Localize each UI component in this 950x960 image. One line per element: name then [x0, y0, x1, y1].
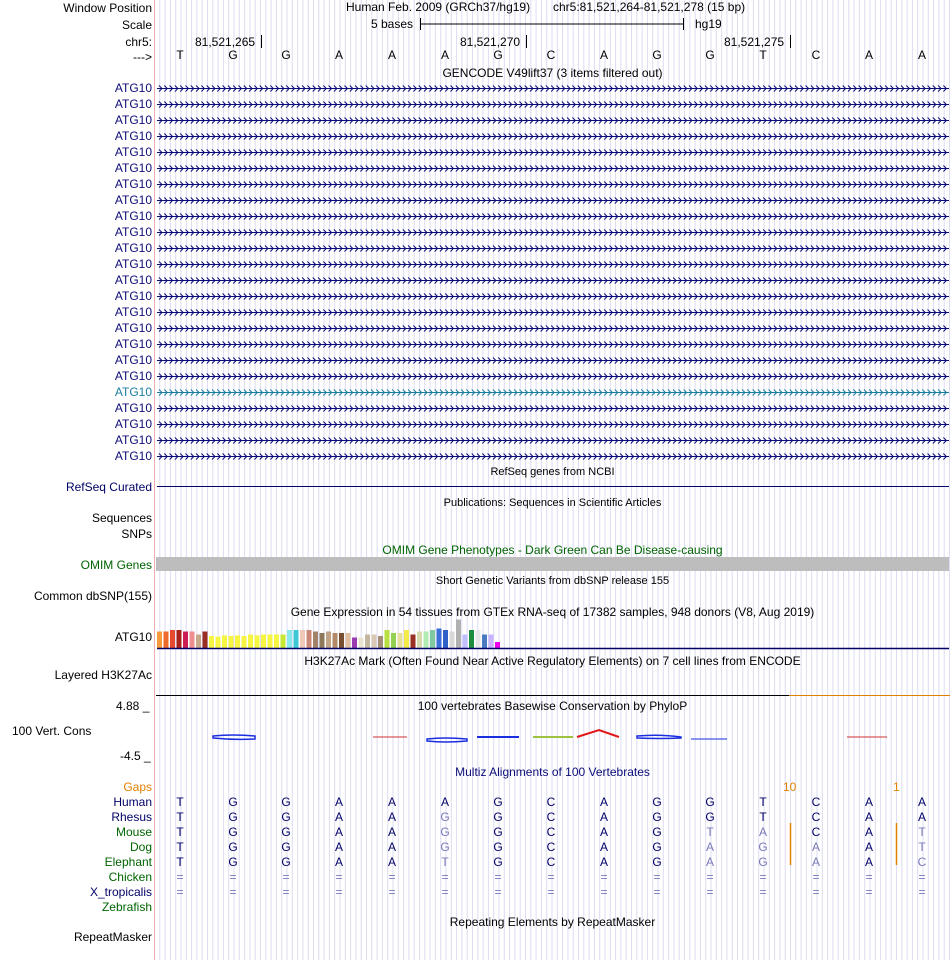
- gencode-transcript-label[interactable]: ATG10: [114, 321, 152, 335]
- refseq-title[interactable]: RefSeq genes from NCBI: [490, 466, 615, 478]
- gencode-transcript-line[interactable]: [157, 418, 949, 430]
- gencode-transcript-line[interactable]: [157, 130, 949, 142]
- db-label: hg19: [695, 17, 722, 31]
- aligned-base: C: [811, 825, 821, 839]
- gtex-tissue-bar: [333, 633, 338, 648]
- repeatmasker-label[interactable]: RepeatMasker: [73, 930, 152, 944]
- gencode-transcript-line[interactable]: [157, 178, 949, 190]
- gencode-transcript-line[interactable]: [157, 370, 949, 382]
- gencode-transcript-line[interactable]: [157, 354, 949, 366]
- aligned-base: G: [228, 855, 238, 869]
- gaps-label[interactable]: Gaps: [123, 780, 152, 794]
- gencode-title[interactable]: GENCODE V49lift37 (3 items filtered out): [442, 66, 663, 80]
- aligned-base: T: [759, 810, 767, 824]
- aligned-base: A: [387, 795, 396, 809]
- gencode-transcript-line[interactable]: [157, 258, 949, 270]
- gtex-title[interactable]: Gene Expression in 54 tissues from GTEx RNA-seq of 17382 samples, 948 donors (V8, Aug 2019): [290, 605, 815, 619]
- gencode-transcript-label[interactable]: ATG10: [114, 193, 152, 207]
- aligned-base: G: [652, 795, 662, 809]
- gencode-transcript-line[interactable]: [157, 274, 949, 286]
- aligned-base: A: [387, 825, 396, 839]
- gtex-tissue-bar: [300, 630, 305, 648]
- strand-label: --->: [133, 50, 152, 64]
- gap-count: 10: [783, 780, 797, 794]
- gencode-transcript-line[interactable]: [157, 146, 949, 158]
- aligned-base: =: [812, 870, 820, 884]
- aligned-base: C: [546, 855, 556, 869]
- gtex-tissue-bar: [365, 635, 370, 649]
- gtex-tissue-bar: [482, 635, 487, 649]
- gtex-tissue-bar: [274, 635, 279, 649]
- gtex-tissue-bar: [281, 635, 286, 649]
- aligned-base: =: [335, 870, 343, 884]
- gtex-tissue-bar: [378, 636, 383, 648]
- gtex-tissue-bar: [313, 632, 318, 649]
- aligned-base: A: [387, 855, 396, 869]
- aligned-base: G: [440, 825, 450, 839]
- aligned-base: G: [281, 855, 291, 869]
- gencode-transcript-line[interactable]: [157, 450, 949, 462]
- aligned-base: A: [599, 855, 608, 869]
- gtex-expression-bars[interactable]: [157, 618, 949, 652]
- gtex-tissue-bar: [346, 633, 351, 648]
- gencode-transcript-label[interactable]: ATG10: [114, 273, 152, 287]
- gencode-transcript-line[interactable]: [157, 194, 949, 206]
- species-label[interactable]: Mouse: [115, 825, 152, 839]
- gtex-tissue-bar: [242, 636, 247, 648]
- aligned-base: G: [440, 840, 450, 854]
- gencode-transcript-label[interactable]: ATG10: [114, 81, 152, 95]
- aligned-base: T: [918, 840, 926, 854]
- aligned-base: G: [281, 795, 291, 809]
- omim-title[interactable]: OMIM Gene Phenotypes - Dark Green Can Be Disease-causing: [382, 543, 723, 557]
- gtex-tissue-bar: [320, 633, 325, 648]
- gtex-tissue-bar: [456, 620, 461, 649]
- aligned-base: C: [546, 810, 556, 824]
- gencode-transcript-label[interactable]: ATG10: [114, 177, 152, 191]
- gencode-transcript-line[interactable]: [157, 242, 949, 254]
- reference-base: T: [176, 48, 184, 62]
- aligned-base: =: [759, 885, 767, 899]
- reference-base: A: [440, 48, 449, 62]
- aligned-base: A: [917, 795, 926, 809]
- gencode-transcript-line[interactable]: [157, 402, 949, 414]
- aligned-base: G: [705, 795, 715, 809]
- aligned-base: A: [811, 840, 820, 854]
- gencode-transcript-label[interactable]: ATG10: [114, 305, 152, 319]
- aligned-base: A: [917, 810, 926, 824]
- aligned-base: A: [811, 855, 820, 869]
- aligned-base: A: [334, 840, 343, 854]
- gap-insert-markers: [0, 818, 950, 868]
- aligned-base: T: [176, 840, 184, 854]
- gencode-transcript-label[interactable]: ATG10: [114, 241, 152, 255]
- gtex-tissue-bar: [157, 632, 162, 649]
- aligned-base: A: [758, 825, 767, 839]
- aligned-base: A: [599, 795, 608, 809]
- aligned-base: T: [176, 810, 184, 824]
- species-label[interactable]: Elephant: [104, 855, 152, 869]
- refseq-label[interactable]: RefSeq Curated: [65, 480, 152, 494]
- gtex-tissue-bar: [216, 637, 221, 648]
- aligned-base: =: [176, 885, 184, 899]
- aligned-base: G: [493, 810, 503, 824]
- gtex-tissue-bar: [326, 632, 331, 649]
- gencode-transcript-label[interactable]: ATG10: [114, 97, 152, 111]
- aligned-base: =: [282, 870, 290, 884]
- aligned-base: G: [228, 840, 238, 854]
- scale-bar-label: 5 bases: [371, 17, 414, 31]
- gencode-transcript-label[interactable]: ATG10: [114, 401, 152, 415]
- repeatmasker-title[interactable]: Repeating Elements by RepeatMasker: [449, 915, 656, 929]
- assembly-name: Human Feb. 2009 (GRCh37/hg19): [346, 0, 531, 14]
- gencode-transcript-line[interactable]: [157, 322, 949, 334]
- gtex-tissue-bar: [443, 630, 448, 648]
- publications-snps-label[interactable]: SNPs: [121, 527, 152, 541]
- tick-label: 81,521,270: [460, 35, 521, 49]
- gencode-transcript-line[interactable]: [157, 210, 949, 222]
- gtex-tissue-bar: [209, 636, 214, 648]
- refseq-gene-line[interactable]: [157, 480, 949, 492]
- gtex-tissue-bar: [495, 642, 500, 648]
- aligned-base: G: [758, 855, 768, 869]
- aligned-base: G: [493, 795, 503, 809]
- aligned-base: C: [811, 795, 821, 809]
- reference-base: A: [387, 48, 396, 62]
- gtex-tissue-bar: [437, 629, 442, 649]
- position-text[interactable]: chr5:81,521,264-81,521,278 (15 bp): [553, 0, 746, 14]
- gencode-transcript-label[interactable]: ATG10: [114, 449, 152, 463]
- reference-base: G: [281, 48, 291, 62]
- aligned-base: =: [547, 885, 555, 899]
- gencode-transcript-label[interactable]: ATG10: [114, 161, 152, 175]
- reference-base: G: [228, 48, 238, 62]
- aligned-base: A: [440, 795, 449, 809]
- gtex-tissue-bar: [430, 630, 435, 648]
- reference-base: C: [546, 48, 556, 62]
- gtex-tissue-bar: [450, 632, 455, 649]
- aligned-base: =: [441, 885, 449, 899]
- aligned-base: A: [705, 855, 714, 869]
- gtex-tissue-bar: [183, 632, 188, 649]
- species-label[interactable]: Chicken: [108, 870, 152, 884]
- gencode-transcript-line[interactable]: [157, 290, 949, 302]
- aligned-base: G: [652, 855, 662, 869]
- aligned-base: G: [758, 840, 768, 854]
- gencode-transcript-line[interactable]: [157, 338, 949, 350]
- species-label[interactable]: Zebrafish: [101, 900, 152, 914]
- gencode-transcript-line[interactable]: [157, 386, 949, 398]
- reference-base: T: [759, 48, 767, 62]
- gencode-transcript-label[interactable]: ATG10: [114, 257, 152, 271]
- gtex-tissue-bar: [261, 635, 266, 649]
- aligned-base: =: [494, 885, 502, 899]
- aligned-base: A: [864, 810, 873, 824]
- aligned-base: =: [388, 885, 396, 899]
- aligned-base: C: [546, 825, 556, 839]
- gencode-transcript-label[interactable]: ATG10: [114, 113, 152, 127]
- gap-count: 1: [893, 780, 900, 794]
- gencode-transcript-label[interactable]: ATG10: [114, 337, 152, 351]
- gtex-tissue-bar: [463, 635, 468, 649]
- aligned-base: =: [653, 885, 661, 899]
- gtex-tissue-bar: [476, 630, 481, 648]
- gencode-transcript-line[interactable]: [157, 114, 949, 126]
- h3k27ac-title[interactable]: H3K27Ac Mark (Often Found Near Active Regulatory Elements) on 7 cell lines from ENCODE: [304, 654, 801, 668]
- gtex-tissue-bar: [398, 633, 403, 648]
- aligned-base: =: [706, 870, 714, 884]
- reference-base: G: [652, 48, 662, 62]
- aligned-base: C: [811, 810, 821, 824]
- multiz-title[interactable]: Multiz Alignments of 100 Vertebrates: [455, 765, 650, 779]
- h3k27ac-label[interactable]: Layered H3K27Ac: [54, 668, 152, 682]
- aligned-base: =: [229, 885, 237, 899]
- aligned-base: =: [441, 870, 449, 884]
- gtex-tissue-bar: [203, 632, 208, 649]
- tick-label: 81,521,275: [724, 35, 785, 49]
- species-label[interactable]: X_tropicalis: [89, 885, 152, 899]
- gencode-transcript-line[interactable]: [157, 434, 949, 446]
- gtex-tissue-bar: [170, 630, 175, 648]
- aligned-base: A: [387, 840, 396, 854]
- aligned-base: =: [918, 885, 926, 899]
- gtex-tissue-bar: [229, 636, 234, 648]
- gtex-tissue-bar: [469, 630, 474, 648]
- aligned-base: G: [652, 825, 662, 839]
- gtex-tissue-bar: [339, 633, 344, 648]
- aligned-base: =: [600, 870, 608, 884]
- reference-base: A: [917, 48, 926, 62]
- aligned-base: =: [706, 885, 714, 899]
- aligned-base: T: [176, 795, 184, 809]
- aligned-base: =: [176, 870, 184, 884]
- gencode-transcript-label[interactable]: ATG10: [114, 417, 152, 431]
- species-label[interactable]: Rhesus: [111, 810, 152, 824]
- aligned-base: A: [864, 840, 873, 854]
- aligned-base: G: [281, 825, 291, 839]
- aligned-base: =: [388, 870, 396, 884]
- window-position-label: Window Position: [63, 1, 152, 15]
- reference-base: G: [493, 48, 503, 62]
- aligned-base: G: [228, 795, 238, 809]
- aligned-base: =: [229, 870, 237, 884]
- gencode-transcript-label[interactable]: ATG10: [114, 289, 152, 303]
- gencode-transcript-label[interactable]: ATG10: [114, 209, 152, 223]
- aligned-base: A: [599, 810, 608, 824]
- aligned-base: G: [493, 825, 503, 839]
- aligned-base: G: [652, 810, 662, 824]
- aligned-base: =: [918, 870, 926, 884]
- omim-label[interactable]: OMIM Genes: [80, 558, 152, 572]
- aligned-base: A: [334, 855, 343, 869]
- aligned-base: C: [546, 840, 556, 854]
- aligned-base: A: [387, 810, 396, 824]
- tick-label: 81,521,265: [195, 35, 256, 49]
- reference-base: G: [705, 48, 715, 62]
- gtex-tissue-bar: [287, 630, 292, 648]
- aligned-base: =: [759, 870, 767, 884]
- aligned-base: G: [281, 840, 291, 854]
- aligned-base: =: [653, 870, 661, 884]
- aligned-base: T: [176, 855, 184, 869]
- gtex-tissue-bar: [359, 638, 364, 649]
- aligned-base: G: [281, 810, 291, 824]
- aligned-base: C: [917, 855, 927, 869]
- scale-label: Scale: [121, 18, 152, 32]
- gencode-transcript-line[interactable]: [157, 306, 949, 318]
- aligned-base: A: [599, 840, 608, 854]
- aligned-base: T: [918, 825, 926, 839]
- aligned-base: G: [493, 840, 503, 854]
- gtex-tissue-bar: [372, 635, 377, 649]
- aligned-base: =: [865, 885, 873, 899]
- gtex-tissue-bar: [268, 635, 273, 649]
- gtex-tissue-bar: [248, 635, 253, 649]
- gtex-tissue-bar: [404, 630, 409, 648]
- chrom-label: chr5:: [125, 35, 152, 49]
- phylop-min-label: -4.5 _: [120, 749, 151, 763]
- aligned-base: A: [334, 810, 343, 824]
- gencode-transcript-label[interactable]: ATG10: [114, 353, 152, 367]
- gtex-label[interactable]: ATG10: [114, 630, 152, 644]
- aligned-base: T: [759, 795, 767, 809]
- aligned-base: =: [812, 885, 820, 899]
- gtex-tissue-bar: [222, 635, 227, 648]
- gencode-transcript-line[interactable]: [157, 226, 949, 238]
- gtex-tissue-bar: [196, 635, 201, 649]
- gtex-tissue-bar: [307, 630, 312, 648]
- gencode-transcript-label[interactable]: ATG10: [114, 369, 152, 383]
- dbsnp-title[interactable]: Short Genetic Variants from dbSNP release 155: [435, 575, 670, 587]
- scale-bar: [418, 16, 688, 32]
- aligned-base: T: [441, 855, 449, 869]
- reference-base: A: [334, 48, 343, 62]
- phylop-label[interactable]: 100 Vert. Cons: [12, 724, 92, 738]
- aligned-base: T: [706, 825, 714, 839]
- aligned-base: =: [335, 885, 343, 899]
- dbsnp-label[interactable]: Common dbSNP(155): [33, 589, 152, 603]
- publications-title[interactable]: Publications: Sequences in Scientific Articles: [443, 497, 662, 509]
- gencode-transcript-label[interactable]: ATG10: [114, 145, 152, 159]
- gtex-tissue-bar: [177, 630, 182, 648]
- phylop-max-label: 4.88 _: [116, 699, 150, 713]
- aligned-base: A: [334, 795, 343, 809]
- aligned-base: A: [599, 825, 608, 839]
- aligned-base: G: [493, 855, 503, 869]
- gtex-tissue-bar: [489, 635, 494, 649]
- gtex-tissue-bar: [391, 633, 396, 648]
- aligned-base: =: [494, 870, 502, 884]
- phylop-signal[interactable]: [155, 725, 950, 749]
- aligned-base: A: [864, 855, 873, 869]
- species-label[interactable]: Human: [113, 795, 152, 809]
- aligned-base: =: [600, 885, 608, 899]
- phylop-title[interactable]: 100 vertebrates Basewise Conservation by PhyloP: [417, 699, 688, 713]
- gtex-tissue-bar: [235, 635, 240, 648]
- gencode-transcript-line[interactable]: [157, 82, 949, 94]
- gencode-transcript-line[interactable]: [157, 162, 949, 174]
- gencode-transcript-label[interactable]: ATG10: [114, 385, 152, 399]
- aligned-base: T: [176, 825, 184, 839]
- aligned-base: A: [705, 840, 714, 854]
- gtex-tissue-bar: [294, 630, 299, 648]
- gtex-tissue-bar: [417, 632, 422, 649]
- omim-bar[interactable]: [156, 557, 949, 571]
- gencode-transcript-label[interactable]: ATG10: [114, 433, 152, 447]
- aligned-base: G: [228, 825, 238, 839]
- reference-base: A: [599, 48, 608, 62]
- aligned-base: =: [547, 870, 555, 884]
- gtex-tissue-bar: [424, 632, 429, 649]
- species-label[interactable]: Dog: [129, 840, 152, 854]
- gtex-tissue-bar: [255, 635, 260, 648]
- gtex-tissue-bar: [190, 632, 195, 649]
- gtex-tissue-bar: [411, 635, 416, 649]
- reference-base: A: [864, 48, 873, 62]
- gtex-tissue-bar: [164, 632, 169, 649]
- aligned-base: G: [228, 810, 238, 824]
- aligned-base: A: [864, 795, 873, 809]
- gtex-tissue-bar: [385, 630, 390, 648]
- aligned-base: A: [334, 825, 343, 839]
- aligned-base: G: [440, 810, 450, 824]
- gencode-transcript-label[interactable]: ATG10: [114, 129, 152, 143]
- aligned-base: C: [546, 795, 556, 809]
- gencode-transcript-line[interactable]: [157, 98, 949, 110]
- gencode-transcript-label[interactable]: ATG10: [114, 225, 152, 239]
- aligned-base: G: [652, 840, 662, 854]
- aligned-base: G: [705, 810, 715, 824]
- gtex-tissue-bar: [352, 638, 357, 649]
- aligned-base: =: [865, 870, 873, 884]
- publications-sequences-label[interactable]: Sequences: [91, 511, 152, 525]
- aligned-base: =: [282, 885, 290, 899]
- aligned-base: A: [864, 825, 873, 839]
- reference-base: C: [811, 48, 821, 62]
